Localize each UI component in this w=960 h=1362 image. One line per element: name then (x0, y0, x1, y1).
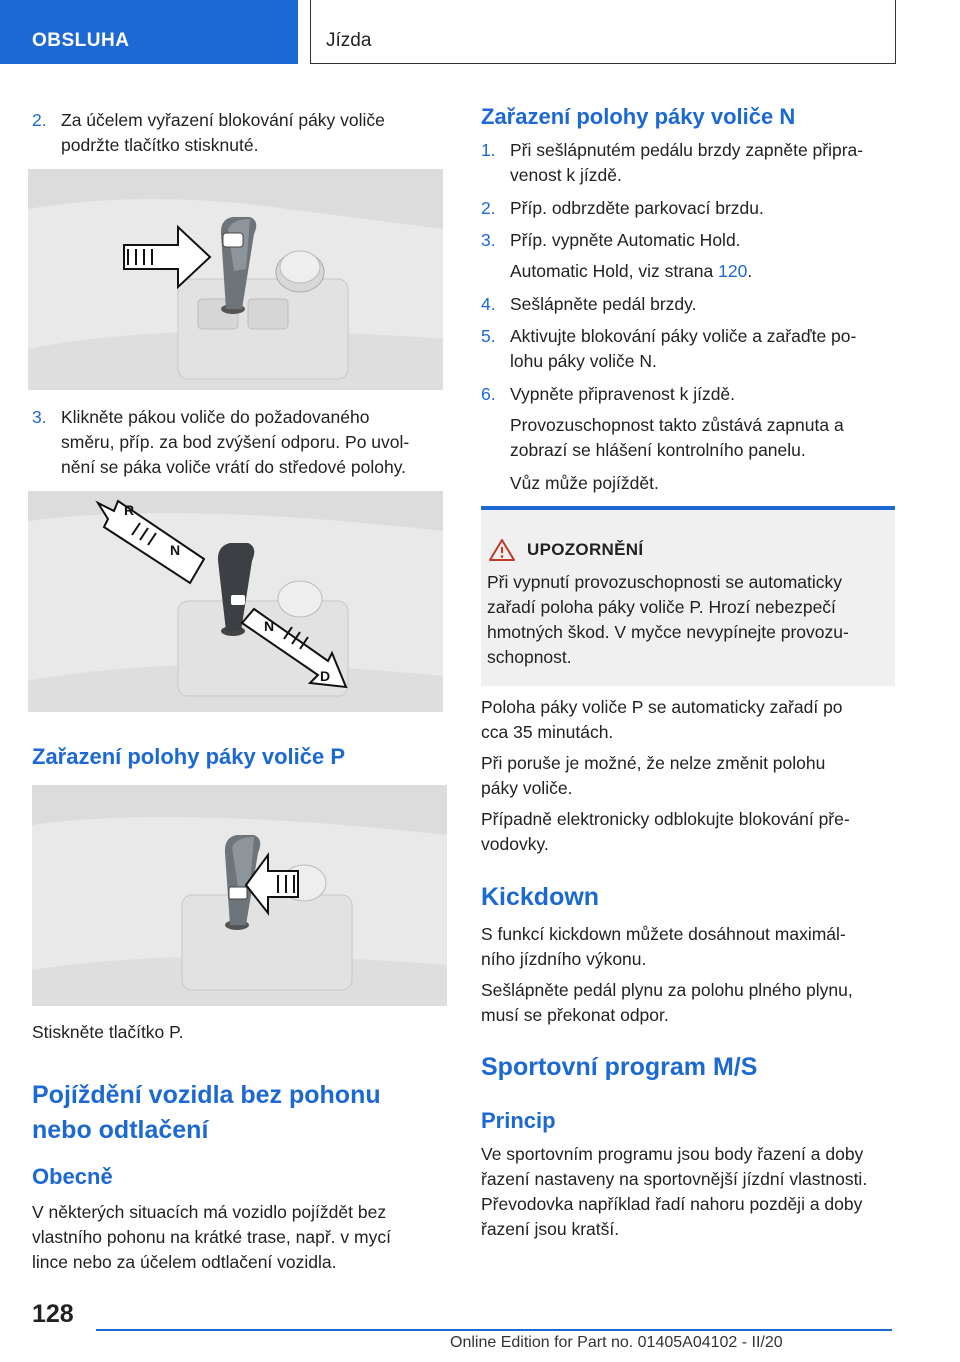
chapter-title: Jízda (326, 30, 372, 51)
right-step-3-subtext: Automatic Hold, viz strana 120. (510, 261, 753, 281)
text-kickdown: S funkcí kickdown můžete dosáhnout maximál- ního jízdního výkonu. (481, 924, 846, 969)
photo-shifter-directions (28, 491, 443, 712)
text-unlock: Případně elektronicky odblokujte blokování pře- vodovky. (481, 809, 850, 854)
right-step-6-subtext: Provozuschopnost takto zůstává zapnuta a zobrazí se hlášení kontrolního panelu. (510, 415, 844, 460)
label-d: D (320, 668, 331, 684)
warning-text: Při vypnutí provozuschopnosti se automaticky zařadí poloha páky voliče P. Hrozí nebezpečí hmotných škod. V myčce nevypínejte provozu- schopnost. (487, 572, 849, 667)
warning-triangle-icon (489, 538, 515, 562)
heading-push-vehicle: Pojíždění vozidla bez pohonu nebo odtlačení (32, 1081, 381, 1144)
warning-title: UPOZORNĚNÍ (527, 540, 644, 559)
right-step-6-subtext-2: Vůz může pojíždět. (510, 473, 659, 493)
text-general: V některých situacích má vozidlo pojíždět bez vlastního pohonu na krátké trase, např. v mycí lince nebo za účelem odtlačení vozidla. (32, 1202, 391, 1272)
page-number: 128 (32, 1300, 74, 1328)
photo-shifter-unlock (28, 169, 443, 390)
heading-kickdown: Kickdown (481, 883, 600, 911)
warning-box (481, 506, 895, 686)
footer-edition: Online Edition for Part no. 01405A04102 - II/20 (450, 1334, 783, 1351)
label-n-lower: N (264, 618, 275, 634)
left-step-2 (32, 108, 444, 160)
text-press-p: Stiskněte tlačítko P. (32, 1022, 184, 1042)
heading-general: Obecně (32, 1164, 113, 1189)
section-title: OBSLUHA (32, 30, 130, 51)
photo-shifter-p-button (32, 785, 447, 1006)
heading-sport-program: Sportovní program M/S (481, 1053, 758, 1081)
heading-principle: Princip (481, 1108, 556, 1133)
step-number: 3. (32, 407, 47, 427)
heading-position-p: Zařazení polohy páky voliče P (32, 744, 345, 769)
left-step-3 (32, 405, 444, 485)
step-text: Za účelem vyřazení blokování páky voliče podržte tlačítko stisknuté. (61, 110, 385, 155)
chapter-header (310, 0, 896, 64)
step-text: Klikněte pákou voliče do požadovaného směru, příp. za bod zvýšení odporu. Po uvol- nění se páka voliče vrátí do středové polohy. (61, 407, 410, 477)
text-auto-p: Poloha páky voliče P se automaticky zařadí po cca 35 minutách. (481, 697, 843, 742)
heading-position-n: Zařazení polohy páky voliče N (481, 104, 796, 129)
page-link-120[interactable]: 120 (718, 261, 748, 281)
text-principle: Ve sportovním programu jsou body řazení a doby řazení nastaveny na sportovnější jízdní vlastnosti. Převodovka například řadí nahoru později a doby řazení jsou kratší. (481, 1144, 868, 1239)
text-fault: Při poruše je možné, že nelze změnit polohu páky voliče. (481, 753, 826, 798)
step-number: 2. (32, 110, 47, 130)
footer-divider (96, 1329, 892, 1331)
text-kickdown-2: Sešlápněte pedál plynu za polohu plného plynu, musí se překonat odpor. (481, 980, 853, 1025)
label-r: R (124, 502, 135, 518)
label-n-upper: N (170, 542, 181, 558)
section-tab (0, 0, 298, 64)
